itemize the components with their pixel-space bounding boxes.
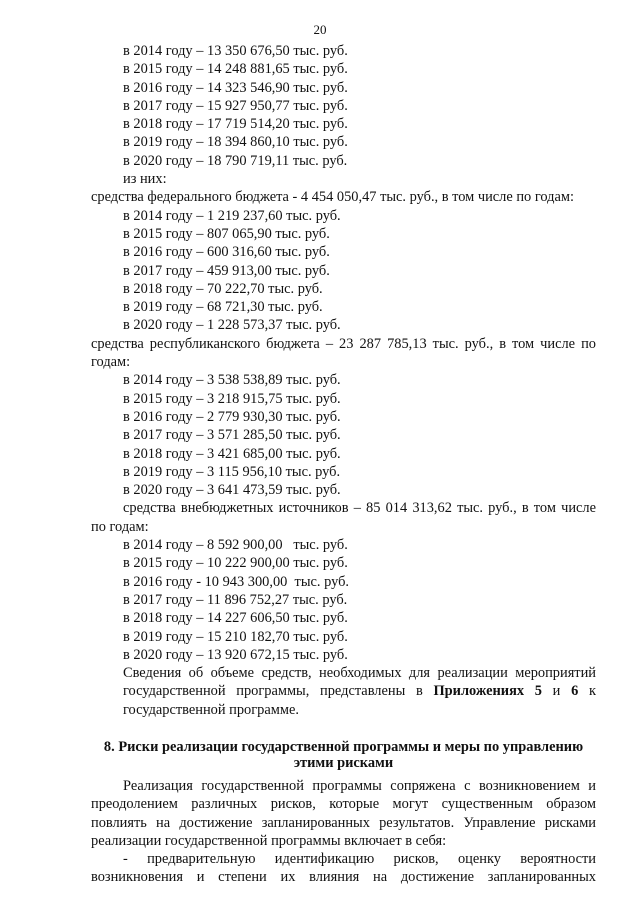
republic-year-2014: в 2014 году – 3 538 538,89 тыс. руб.: [123, 372, 341, 389]
federal-year-2018: в 2018 году – 70 222,70 тыс. руб.: [123, 280, 323, 297]
federal-year-2020: в 2020 году – 1 228 573,37 тыс. руб.: [123, 317, 341, 334]
extrabudget-year-2015: в 2015 году – 10 222 900,00 тыс. руб.: [123, 555, 348, 572]
document-body: [91, 42, 596, 887]
total-year-2015: в 2015 году – 14 248 881,65 тыс. руб.: [123, 61, 348, 78]
info-paragraph: [91, 664, 596, 719]
section-8-heading-line-1: 8. Риски реализации государственной программы и меры по управлению: [103, 738, 584, 755]
total-year-2014: в 2014 году – 13 350 676,50 тыс. руб.: [123, 43, 348, 59]
section-8-heading: [91, 739, 596, 771]
republic-budget-header: средства республиканского бюджета – 23 287 785,13 тыс. руб., в том числе по: [91, 335, 596, 352]
republic-budget-header-cont: годам:: [91, 354, 131, 371]
risk-paragraph: Реализация государственной программы сопряжена с возникновением и преодолением различных рисков, которые могут существенным образом повлиять на достижение запланированных результатов. Управление рисками реализации государственной программы включает в себя:: [91, 777, 596, 849]
info-line-2-end: к: [578, 683, 596, 700]
of-them-label: из них:: [123, 171, 167, 188]
republic-year-2018: в 2018 году – 3 421 685,00 тыс. руб.: [123, 445, 341, 462]
republic-year-2019: в 2019 году – 3 115 956,10 тыс. руб.: [123, 463, 341, 480]
total-year-2016: в 2016 году – 14 323 546,90 тыс. руб.: [123, 79, 348, 96]
republic-year-2016: в 2016 году – 2 779 930,30 тыс. руб.: [123, 408, 341, 425]
info-line-2-text: государственной программы, представлены в: [123, 683, 434, 700]
risk-item-line-1: - предварительную идентификацию рисков, оценку вероятности: [123, 851, 596, 868]
extrabudget-year-2017: в 2017 году – 11 896 752,27 тыс. руб.: [123, 591, 348, 608]
risk-list-item: [91, 850, 596, 887]
republic-year-2015: в 2015 году – 3 218 915,75 тыс. руб.: [123, 390, 341, 407]
extrabudget-header: средства внебюджетных источников – 85 014 313,62 тыс. руб., в том числе: [123, 500, 596, 517]
appendix-reference-6: 6: [571, 683, 579, 700]
federal-year-2014: в 2014 году – 1 219 237,60 тыс. руб.: [123, 207, 341, 224]
total-year-2018: в 2018 году – 17 719 514,20 тыс. руб.: [123, 116, 348, 133]
extrabudget-years-list: [91, 536, 596, 664]
federal-year-2015: в 2015 году – 807 065,90 тыс. руб.: [123, 225, 330, 242]
republic-year-2020: в 2020 году – 3 641 473,59 тыс. руб.: [123, 482, 341, 499]
info-line-1: Сведения об объеме средств, необходимых для реализации мероприятий: [123, 665, 596, 682]
extrabudget-year-2014: в 2014 году – 8 592 900,00 тыс. руб.: [123, 537, 348, 554]
extrabudget-header-cont: по годам:: [91, 518, 149, 535]
page-number: 20: [313, 22, 327, 37]
federal-years-list: [91, 207, 596, 335]
total-year-2017: в 2017 году – 15 927 950,77 тыс. руб.: [123, 97, 348, 114]
federal-year-2019: в 2019 году – 68 721,30 тыс. руб.: [123, 299, 323, 316]
total-year-2020: в 2020 году – 18 790 719,11 тыс. руб.: [123, 152, 348, 169]
federal-year-2017: в 2017 году – 459 913,00 тыс. руб.: [123, 262, 330, 279]
info-line-2-conj: и: [541, 683, 572, 700]
extrabudget-year-2019: в 2019 году – 15 210 182,70 тыс. руб.: [123, 628, 348, 645]
republic-year-2017: в 2017 году – 3 571 285,50 тыс. руб.: [123, 427, 341, 444]
extrabudget-year-2016: в 2016 году - 10 943 300,00 тыс. руб.: [123, 573, 350, 590]
total-years-list: [91, 42, 596, 170]
republic-years-list: [91, 371, 596, 499]
risk-item-line-2: возникновения и степени их влияния на достижение запланированных: [91, 869, 596, 886]
extrabudget-year-2018: в 2018 году – 14 227 606,50 тыс. руб.: [123, 610, 348, 627]
total-year-2019: в 2019 году – 18 394 860,10 тыс. руб.: [123, 134, 348, 151]
appendix-reference-5: Приложениях 5: [433, 683, 542, 700]
info-line-2: [91, 682, 596, 700]
extrabudget-year-2020: в 2020 году – 13 920 672,15 тыс. руб.: [123, 646, 348, 663]
section-8-heading-line-2: этими рисками: [293, 754, 394, 771]
info-line-3: государственной программе.: [123, 701, 299, 718]
federal-budget-header: средства федерального бюджета - 4 454 050,47 тыс. руб., в том числе по годам:: [91, 189, 574, 206]
federal-year-2016: в 2016 году – 600 316,60 тыс. руб.: [123, 244, 330, 261]
